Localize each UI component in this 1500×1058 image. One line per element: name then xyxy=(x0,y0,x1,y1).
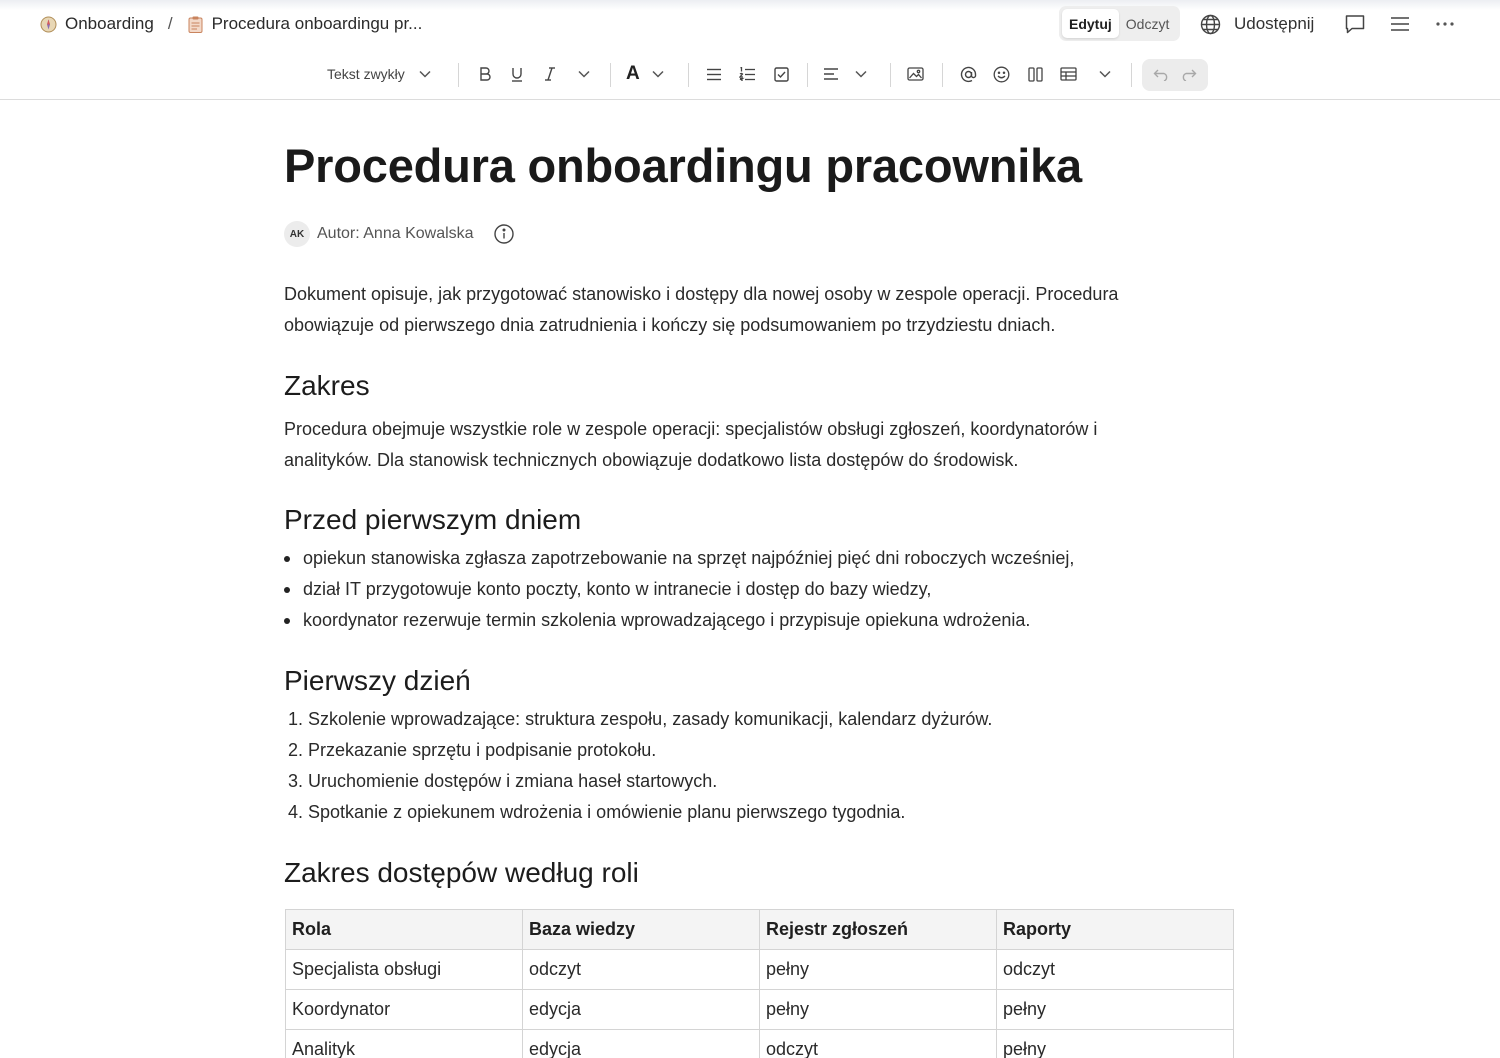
table-cell[interactable]: pełny xyxy=(760,950,997,990)
toolbar-divider xyxy=(942,63,943,87)
table-cell[interactable]: pełny xyxy=(760,990,997,1030)
scope-paragraph[interactable]: Procedura obejmuje wszystkie role w zespole operacji: specjalistów obsługi zgłoszeń, koordynatorów i analityków. Dla stanowisk technicznych obowiązuje dodatkowo lista dostępów do środowisk. xyxy=(284,419,1098,470)
table-header-cell[interactable]: Raporty xyxy=(997,910,1234,950)
top-bar xyxy=(0,0,1500,48)
share-label: Udostępnij xyxy=(1234,14,1315,33)
toolbar-divider xyxy=(610,63,611,87)
checkbox-icon xyxy=(774,67,789,82)
table-header-cell[interactable]: Baza wiedzy xyxy=(523,910,760,950)
table-cell[interactable]: odczyt xyxy=(760,1030,997,1058)
image-icon xyxy=(907,67,924,81)
bold-icon xyxy=(479,67,491,81)
chevron-down-icon xyxy=(1099,70,1111,78)
toolbar-divider xyxy=(688,63,689,87)
breadcrumb-label: Onboarding xyxy=(65,14,154,33)
toolbar-divider xyxy=(807,63,808,87)
text-style-select[interactable] xyxy=(327,56,431,92)
section-heading-first-day[interactable]: Pierwszy dzień xyxy=(284,665,471,696)
info-icon[interactable] xyxy=(494,224,514,244)
emoji-icon xyxy=(993,66,1010,83)
chevron-down-icon xyxy=(652,70,664,78)
menu-icon[interactable] xyxy=(1388,12,1412,36)
clipboard-icon xyxy=(187,16,204,33)
mode-read-button[interactable]: Odczyt xyxy=(1125,15,1170,32)
section-heading-scope[interactable]: Zakres xyxy=(284,370,370,401)
table-cell[interactable]: Analityk xyxy=(286,1030,523,1058)
list-item[interactable]: opiekun stanowiska zgłasza zapotrzebowanie na sprzęt najpóźniej pięć dni roboczych wcześniej, xyxy=(284,543,1074,574)
breadcrumb-label: Procedura onboardingu pr... xyxy=(211,14,423,33)
insert-image-button[interactable] xyxy=(905,56,925,92)
more-insert-button[interactable] xyxy=(1095,56,1115,92)
table-cell[interactable]: odczyt xyxy=(523,950,760,990)
section-heading-access[interactable]: Zakres dostępów według roli xyxy=(284,857,639,888)
table-cell[interactable]: Specjalista obsługi xyxy=(286,950,523,990)
table-cell[interactable]: odczyt xyxy=(997,950,1234,990)
list-item[interactable]: 3. Uruchomienie dostępów i zmiana haseł startowych. xyxy=(288,771,718,791)
font-color-icon: A xyxy=(626,63,640,84)
access-table xyxy=(285,909,1234,1058)
toolbar-divider xyxy=(890,63,891,87)
breadcrumb-item-document[interactable] xyxy=(187,14,423,34)
align-button[interactable] xyxy=(823,56,873,92)
table-icon xyxy=(1060,67,1077,81)
toolbar-divider-line xyxy=(0,99,1500,100)
list-item[interactable]: dział IT przygotowuje konto poczty, konto w intranecie i dostęp do bazy wiedzy, xyxy=(284,574,1074,605)
section-heading-before-first-day[interactable]: Przed pierwszym dniem xyxy=(284,504,582,535)
insert-table-button[interactable] xyxy=(1057,56,1079,92)
text-style-label: Tekst zwykły xyxy=(327,66,405,82)
more-options-icon[interactable] xyxy=(1433,12,1457,36)
table-cell[interactable]: pełny xyxy=(997,1030,1234,1058)
document-title[interactable]: Procedura onboardingu pracownika xyxy=(284,139,1082,192)
table-header-cell[interactable]: Rola xyxy=(286,910,523,950)
font-color-button[interactable] xyxy=(626,56,670,92)
italic-button[interactable] xyxy=(540,56,560,92)
bullet-list-icon xyxy=(706,68,722,81)
comment-icon[interactable] xyxy=(1343,12,1367,36)
breadcrumb-separator: / xyxy=(167,14,173,33)
first-day-list xyxy=(288,704,992,828)
share-button[interactable] xyxy=(1200,11,1314,37)
history-group xyxy=(1142,59,1208,91)
mode-toggle xyxy=(1059,6,1180,41)
table-header-cell[interactable]: Rejestr zgłoszeń xyxy=(760,910,997,950)
numbered-list-icon xyxy=(739,67,756,81)
underline-icon xyxy=(511,67,523,82)
globe-icon xyxy=(1200,14,1221,35)
chevron-down-icon xyxy=(578,70,590,78)
table-row xyxy=(286,990,1234,1030)
emoji-button[interactable] xyxy=(991,56,1011,92)
before-first-day-list xyxy=(284,543,1074,636)
table-row xyxy=(286,1030,1234,1058)
toolbar-divider xyxy=(1131,63,1132,87)
chevron-down-icon xyxy=(419,70,431,78)
list-item[interactable]: 4. Spotkanie z opiekunem wdrożenia i omówienie planu pierwszego tygodnia. xyxy=(288,802,906,822)
table-cell[interactable]: Koordynator xyxy=(286,990,523,1030)
chevron-down-icon xyxy=(855,70,867,78)
italic-icon xyxy=(544,67,556,81)
columns-icon xyxy=(1028,67,1043,82)
author-line xyxy=(284,221,514,247)
toolbar-divider xyxy=(458,63,459,87)
table-cell[interactable]: edycja xyxy=(523,1030,760,1058)
at-sign-icon xyxy=(960,66,977,83)
table-cell[interactable]: edycja xyxy=(523,990,760,1030)
breadcrumb xyxy=(40,12,422,36)
checklist-button[interactable] xyxy=(771,56,791,92)
more-text-format-button[interactable] xyxy=(574,56,594,92)
mode-edit-button[interactable]: Edytuj xyxy=(1062,9,1119,38)
table-header-row xyxy=(286,910,1234,950)
list-item[interactable]: 2. Przekazanie sprzętu i podpisanie protokołu. xyxy=(288,740,657,760)
columns-button[interactable] xyxy=(1025,56,1045,92)
numbered-list-button[interactable] xyxy=(737,56,757,92)
underline-button[interactable] xyxy=(507,56,527,92)
intro-paragraph[interactable]: Dokument opisuje, jak przygotować stanowisko i dostępy dla nowej osoby w zespole operacji. Procedura obowiązuje od pierwszego dnia zatrudnienia i kończy się podsumowaniem po trzydziestu dniach. xyxy=(284,284,1119,335)
list-item[interactable]: 1. Szkolenie wprowadzające: struktura zespołu, zasady komunikacji, kalendarz dyżurów. xyxy=(288,709,993,729)
table-cell[interactable]: pełny xyxy=(997,990,1234,1030)
bullet-list-button[interactable] xyxy=(704,56,724,92)
undo-icon[interactable] xyxy=(1153,69,1170,81)
align-left-icon xyxy=(823,68,839,80)
table-row xyxy=(286,950,1234,990)
bold-button[interactable] xyxy=(475,56,495,92)
list-item[interactable]: koordynator rezerwuje termin szkolenia wprowadzającego i przypisuje opiekuna wdrożenia. xyxy=(284,605,1074,636)
redo-icon[interactable] xyxy=(1180,69,1197,81)
avatar[interactable]: AK xyxy=(284,221,310,247)
compass-icon xyxy=(40,16,57,33)
breadcrumb-item-onboarding[interactable] xyxy=(40,14,154,34)
author-label: Autor: Anna Kowalska xyxy=(317,225,474,242)
formatting-toolbar xyxy=(0,56,1500,96)
mention-button[interactable] xyxy=(958,56,978,92)
